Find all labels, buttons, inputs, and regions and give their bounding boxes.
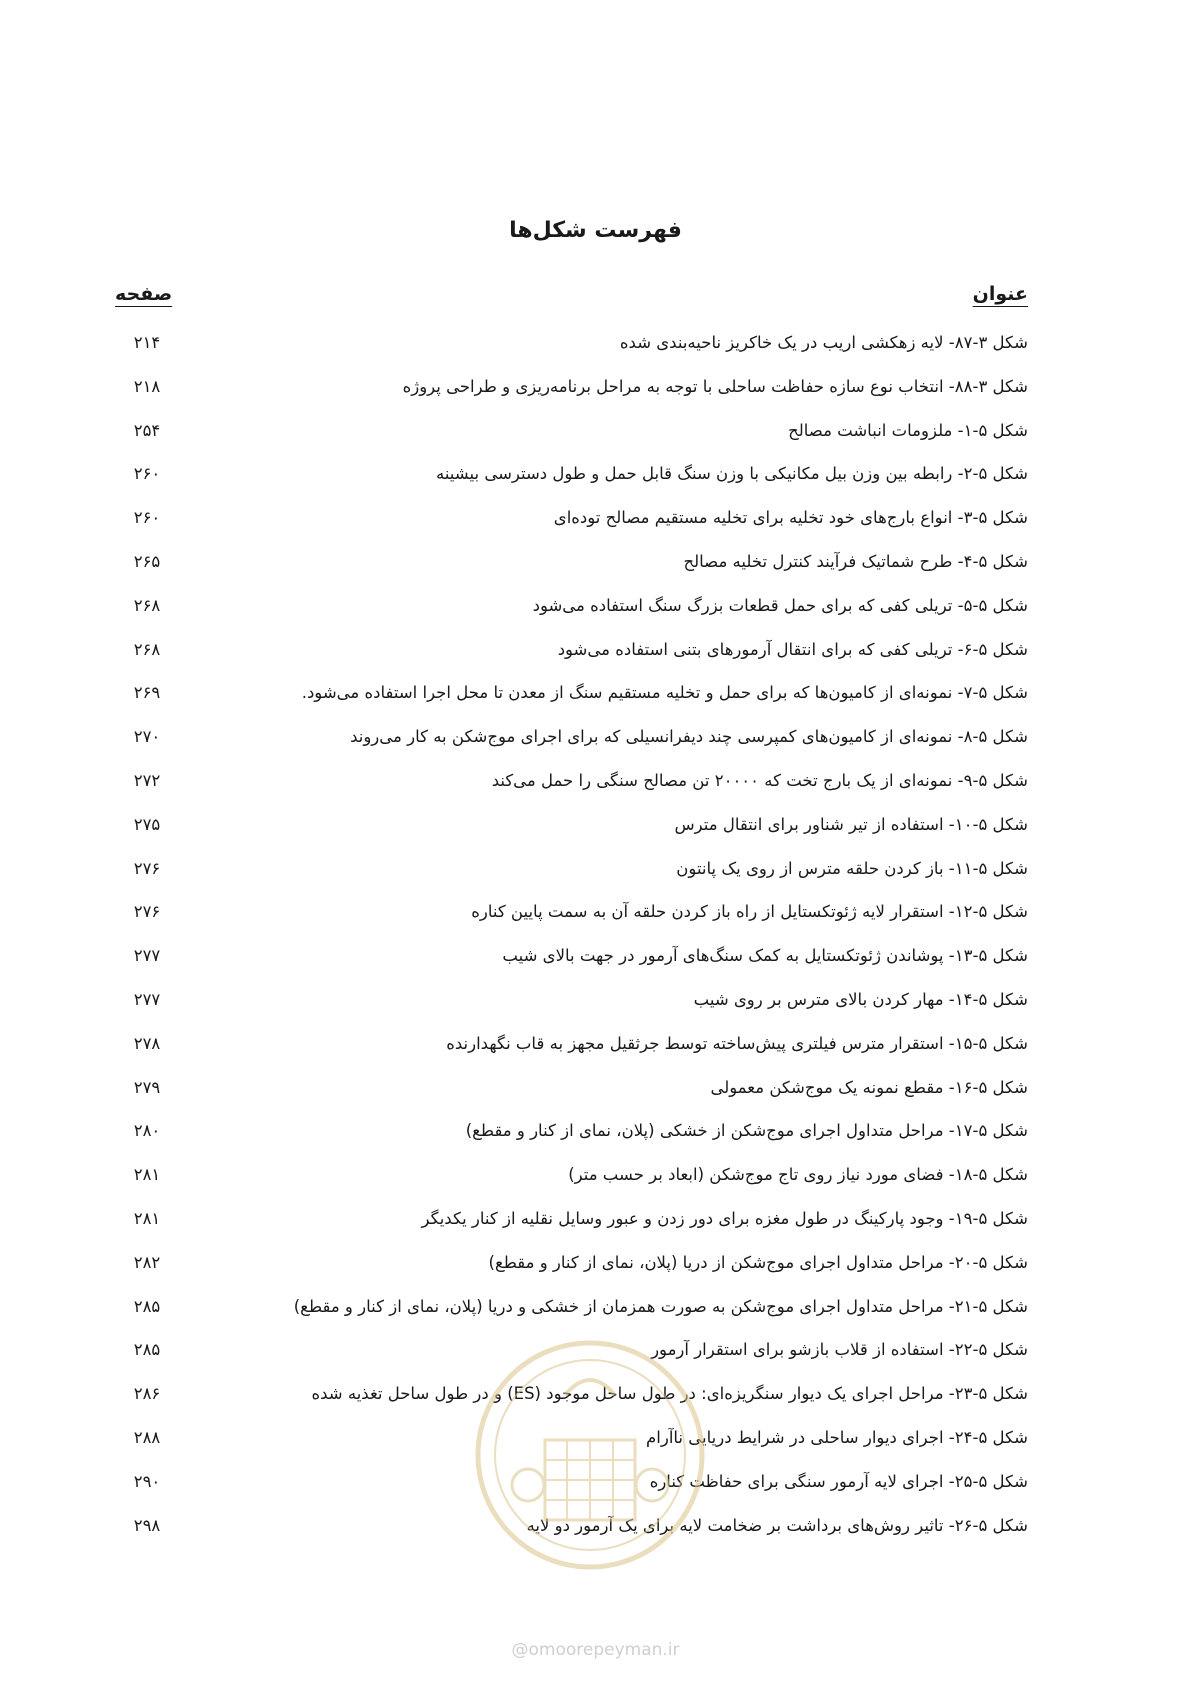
list-item <box>0 325 1191 369</box>
figure-page-number: ۲۶۰ <box>133 508 161 528</box>
list-item <box>0 1026 1191 1070</box>
page-column-header: صفحه <box>115 283 173 305</box>
list-item <box>0 807 1191 851</box>
figure-page-number: ۲۶۹ <box>133 683 161 703</box>
figure-page-number: ۲۶۸ <box>133 595 161 615</box>
figure-title: شکل ۵-۲۴- اجرای دیوار ساحلی در شرایط دریایی ناآرام <box>646 1427 1028 1447</box>
figure-title: شکل ۳-۸۸- انتخاب نوع سازه حفاظت ساحلی با توجه به مراحل برنامه‌ریزی و طراحی پروژه <box>402 376 1028 396</box>
figure-page-number: ۲۶۰ <box>133 464 161 484</box>
list-item <box>0 456 1191 500</box>
list-item <box>0 1157 1191 1201</box>
figure-title: شکل ۵-۲۰- مراحل متداول اجرای موج‌شکن از دریا (پلان، نمای از کنار و مقطع) <box>488 1252 1028 1272</box>
figure-page-number: ۲۷۶ <box>133 858 161 878</box>
figure-page-number: ۲۹۰ <box>133 1471 161 1491</box>
figure-title: شکل ۵-۲- رابطه بین وزن بیل مکانیکی با وزن سنگ قابل حمل و طول دسترسی بیشینه <box>435 464 1028 484</box>
figure-page-number: ۲۷۶ <box>133 902 161 922</box>
figure-title: شکل ۵-۱۹- وجود پارکینگ در طول مغزه برای دور زدن و عبور وسایل نقلیه از کنار یکدیگر <box>421 1208 1028 1228</box>
figure-title: شکل ۵-۹- نمونه‌ای از یک بارج تخت که ۲۰۰۰۰ تن مصالح سنگی را حمل می‌کند <box>491 770 1028 790</box>
figure-title: شکل ۵-۶- تریلی کفی که برای انتقال آرمورهای بتنی استفاده می‌شود <box>557 639 1028 659</box>
page-title: فهرست شکل‌ها <box>509 218 682 243</box>
list-item <box>0 675 1191 719</box>
figure-title: شکل ۵-۲۳- مراحل اجرای یک دیوار سنگریزه‌ای: در طول ساحل موجود (ES) و در طول ساحل تغذیه شده <box>311 1384 1028 1404</box>
figure-title: شکل ۵-۱۱- باز کردن حلقه مترس از روی یک پانتون <box>676 858 1028 878</box>
figure-title: شکل ۵-۳- انواع بارج‌های خود تخلیه برای تخلیه مستقیم مصالح توده‌ای <box>553 508 1028 528</box>
figure-page-number: ۲۸۰ <box>133 1121 161 1141</box>
figure-page-number: ۲۷۲ <box>133 770 161 790</box>
figure-page-number: ۲۵۴ <box>133 420 161 440</box>
figure-title: شکل ۵-۱۷- مراحل متداول اجرای موج‌شکن از خشکی (پلان، نمای از کنار و مقطع) <box>465 1121 1028 1141</box>
watermark-url: @omoorepeyman.ir <box>511 1640 680 1660</box>
figure-title: شکل ۵-۱۲- استقرار لایه ژئوتکستایل از راه باز کردن حلقه آن به سمت پایین کناره <box>471 902 1028 922</box>
list-item <box>0 938 1191 982</box>
figure-title: شکل ۵-۲۲- استفاده از قلاب بازشو برای استقرار آرمور <box>651 1340 1028 1360</box>
figure-title: شکل ۵-۲۶- تاثیر روش‌های برداشت بر ضخامت لایه برای یک آرمور دو لایه <box>526 1515 1028 1535</box>
figure-page-number: ۲۸۵ <box>133 1296 161 1316</box>
list-item <box>0 500 1191 544</box>
figure-title: شکل ۵-۱۸- فضای مورد نیاز روی تاج موج‌شکن (ابعاد بر حسب متر) <box>568 1165 1028 1185</box>
figure-title: شکل ۵-۷- نمونه‌ای از کامیون‌ها که برای حمل و تخلیه مستقیم سنگ از معدن تا محل اجرا استفاده می‌شود. <box>301 683 1028 703</box>
list-item <box>0 1245 1191 1289</box>
title-column-header: عنوان <box>972 283 1028 305</box>
figure-title: شکل ۵-۲۱- مراحل متداول اجرای موج‌شکن به صورت همزمان از خشکی و دریا (پلان، نمای از کنار و مقطع) <box>293 1296 1028 1316</box>
figure-page-number: ۲۸۲ <box>133 1252 161 1272</box>
list-item <box>0 413 1191 457</box>
figure-page-number: ۲۷۵ <box>133 814 161 834</box>
figure-title: شکل ۵-۵- تریلی کفی که برای حمل قطعات بزرگ سنگ استفاده می‌شود <box>532 595 1028 615</box>
list-item <box>0 632 1191 676</box>
list-item <box>0 544 1191 588</box>
figure-page-number: ۲۸۵ <box>133 1340 161 1360</box>
list-item <box>0 369 1191 413</box>
list-item <box>0 1113 1191 1157</box>
figure-title: شکل ۵-۲۵- اجرای لایه آرمور سنگی برای حفاظت کناره <box>649 1471 1028 1491</box>
table-header <box>0 283 1191 313</box>
figure-title: شکل ۵-۱۵- استقرار مترس فیلتری پیش‌ساخته توسط جرثقیل مجهز به قاب نگهدارنده <box>446 1033 1028 1053</box>
figure-page-number: ۲۹۸ <box>133 1515 161 1535</box>
figure-title: شکل ۳-۸۷- لایه زهکشی اریب در یک خاکریز ناحیه‌بندی شده <box>619 333 1028 352</box>
figure-title: شکل ۵-۱۶- مقطع نمونه یک موج‌شکن معمولی <box>710 1077 1028 1097</box>
figure-title: شکل ۵-۱- ملزومات انباشت مصالح <box>788 420 1028 440</box>
figure-page-number: ۲۷۷ <box>133 989 161 1009</box>
figure-page-number: ۲۷۹ <box>133 1077 161 1097</box>
list-item <box>0 588 1191 632</box>
figure-title: شکل ۵-۸- نمونه‌ای از کامیون‌های کمپرسی چند دیفرانسیلی که برای اجرای موج‌شکن به کار می‌روند <box>350 727 1028 747</box>
watermark-seal <box>470 1335 710 1575</box>
figure-page-number: ۲۷۷ <box>133 946 161 966</box>
figure-title: شکل ۵-۱۴- مهار کردن بالای مترس بر روی شیب <box>693 989 1028 1009</box>
list-item <box>0 894 1191 938</box>
list-item <box>0 851 1191 895</box>
figure-page-number: ۲۱۴ <box>133 333 161 352</box>
figure-title: شکل ۵-۱۰- استفاده از تیر شناور برای انتقال مترس <box>674 814 1028 834</box>
figure-page-number: ۲۶۸ <box>133 639 161 659</box>
figure-page-number: ۲۸۸ <box>133 1427 161 1447</box>
figure-page-number: ۲۷۸ <box>133 1033 161 1053</box>
list-item <box>0 719 1191 763</box>
figure-title: شکل ۵-۱۳- پوشاندن ژئوتکستایل به کمک سنگ‌های آرمور در جهت بالای شیب <box>502 946 1028 966</box>
figure-title: شکل ۵-۴- طرح شماتیک فرآیند کنترل تخلیه مصالح <box>683 551 1028 571</box>
figure-page-number: ۲۸۱ <box>133 1165 161 1185</box>
figure-page-number: ۲۷۰ <box>133 727 161 747</box>
list-item <box>0 982 1191 1026</box>
list-item <box>0 1289 1191 1333</box>
figure-page-number: ۲۱۸ <box>133 376 161 396</box>
figure-page-number: ۲۸۶ <box>133 1384 161 1404</box>
list-item <box>0 1201 1191 1245</box>
figure-page-number: ۲۶۵ <box>133 551 161 571</box>
list-item <box>0 1070 1191 1114</box>
figure-page-number: ۲۸۱ <box>133 1208 161 1228</box>
list-item <box>0 763 1191 807</box>
